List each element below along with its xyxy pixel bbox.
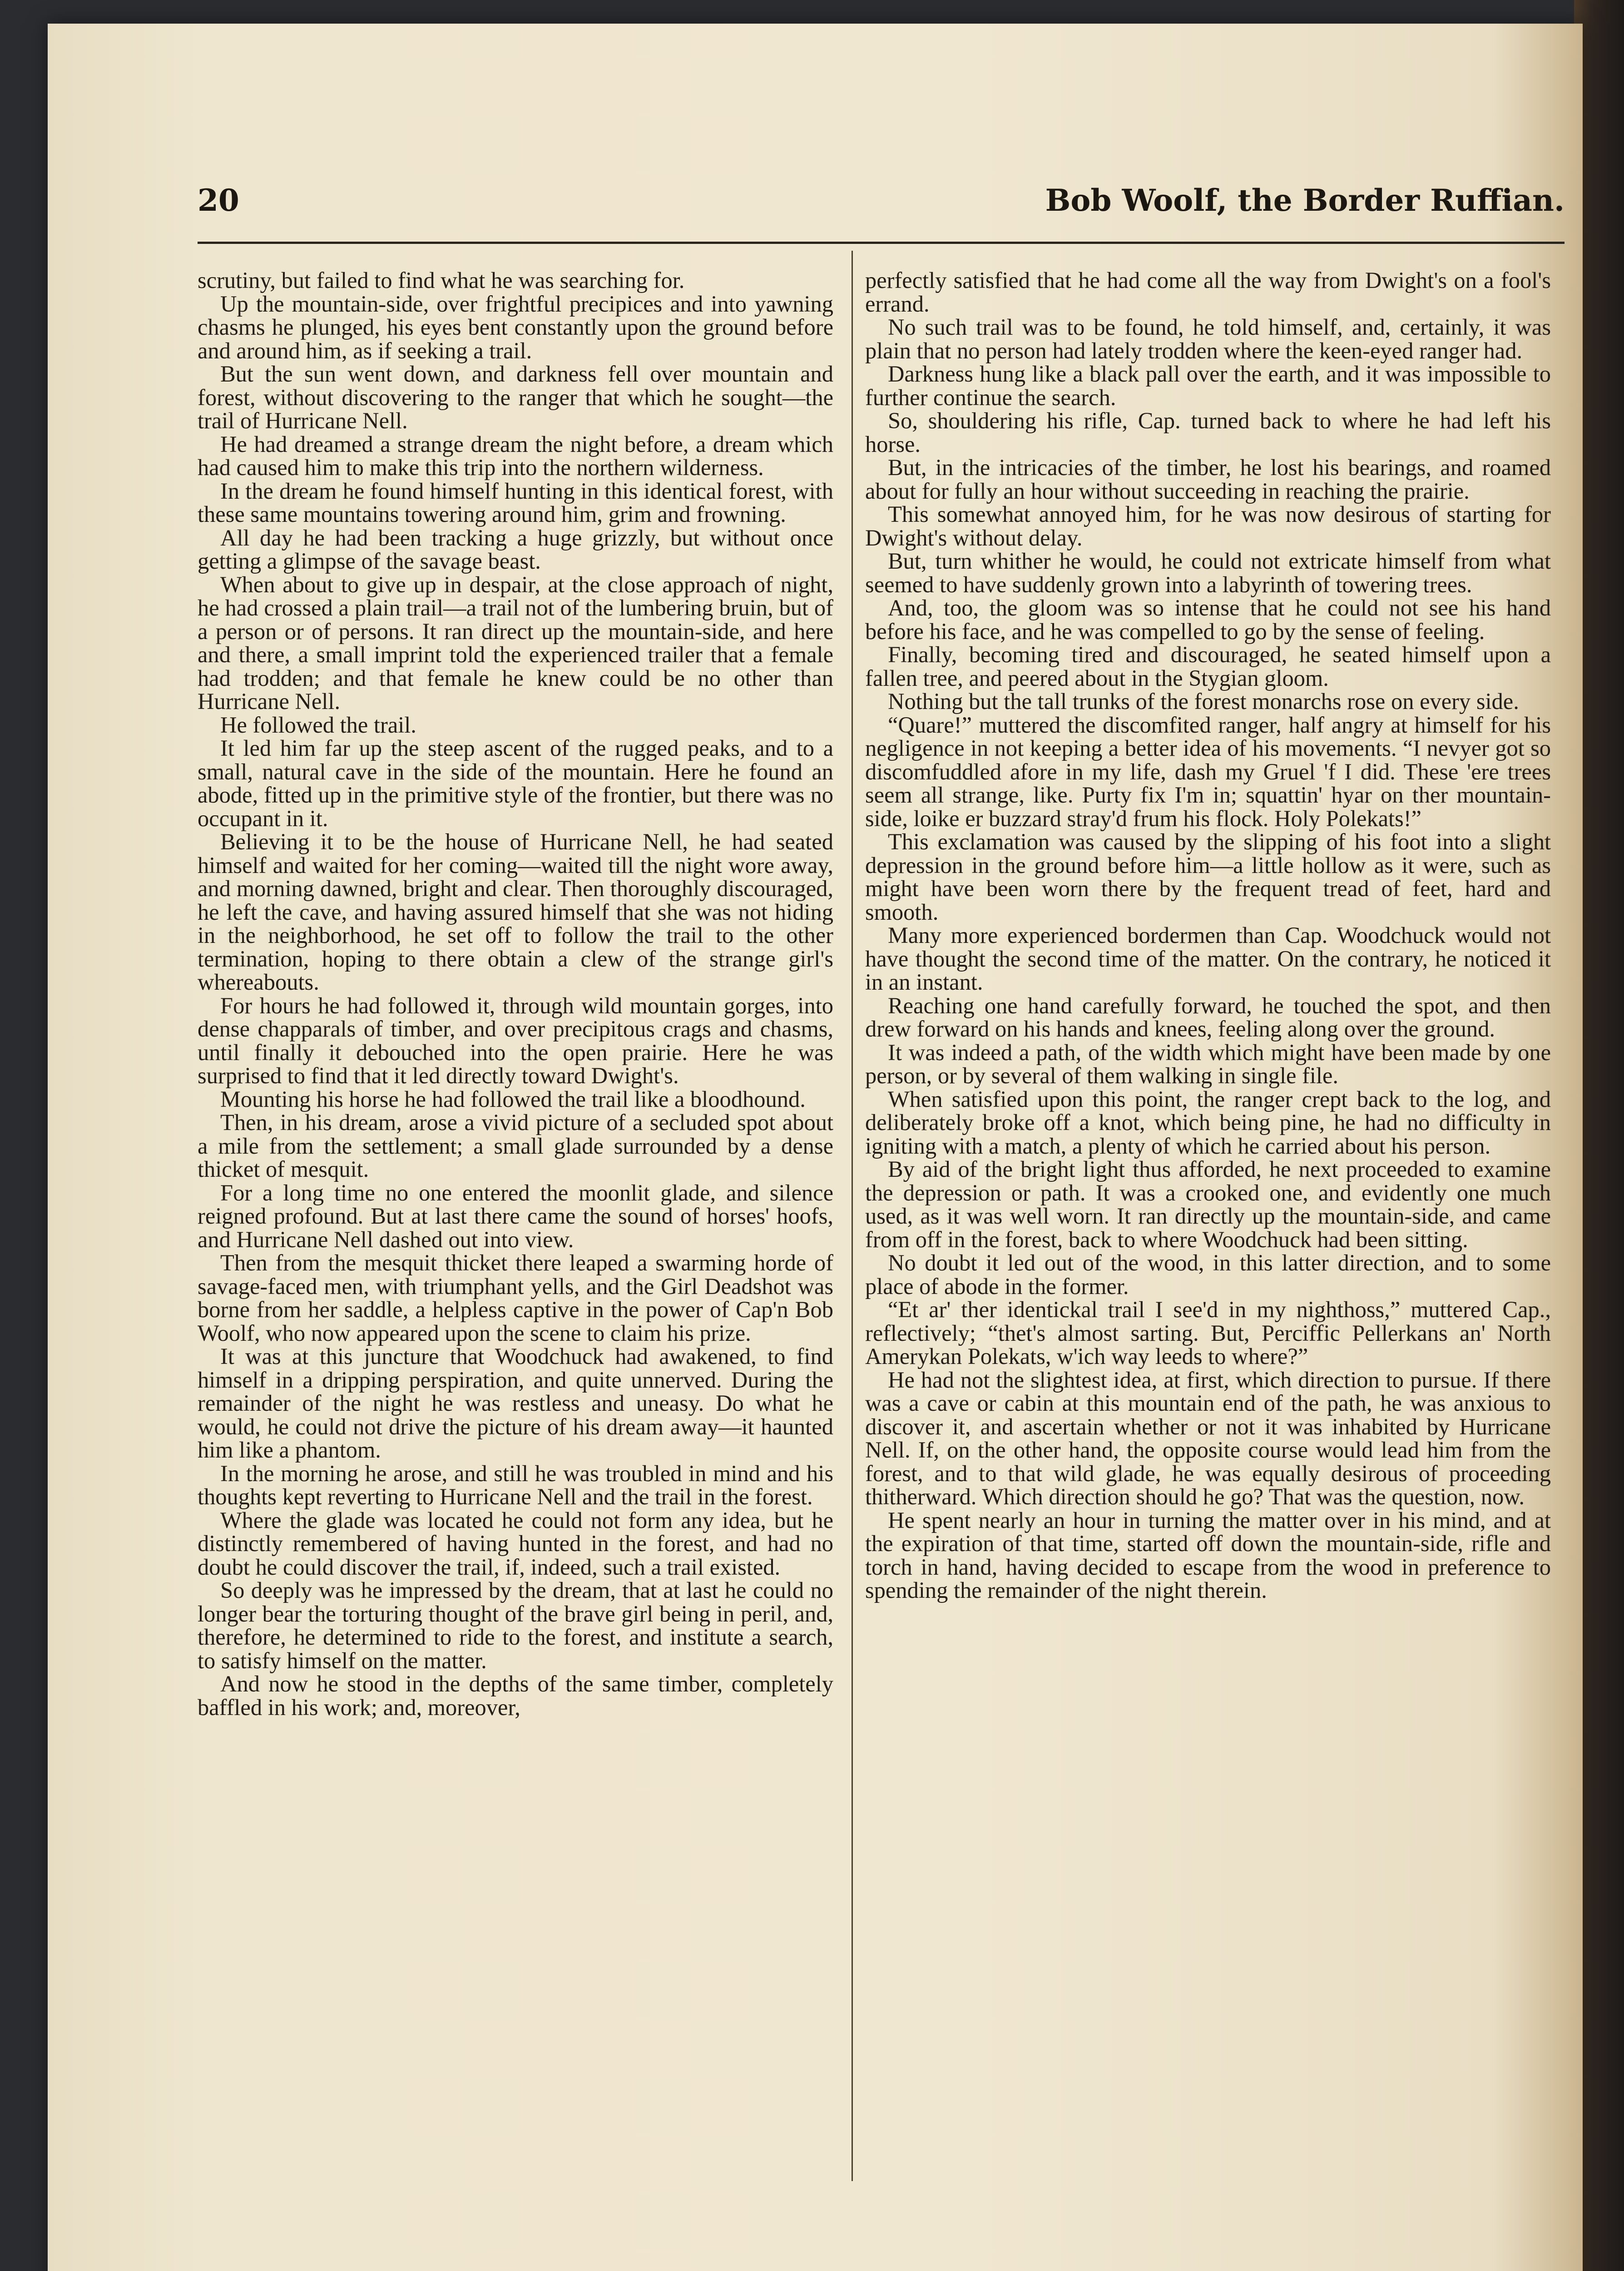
paragraph: No doubt it led out of the wood, in this latter direction, and to some place of abode in the former. bbox=[865, 1250, 1551, 1299]
paragraph: For hours he had followed it, through wild mountain gorges, into dense chapparals of timber, and over precipitous crags and chasms, until finally it debouched into the open prairie. Here he was surprised to find that it led directly toward Dwight's. bbox=[198, 992, 833, 1088]
paragraph: And now he stood in the depths of the same timber, completely baffled in his work; and, moreover, bbox=[198, 1671, 833, 1720]
paragraph: He spent nearly an hour in turning the matter over in his mind, and at the expiration of that time, started off down the mountain-side, rifle and torch in hand, having decided to escape from the wood in preference to spending the remainder of the night therein. bbox=[865, 1507, 1551, 1603]
paragraph: He followed the trail. bbox=[220, 712, 416, 738]
paragraph: Many more experienced bordermen than Cap. Woodchuck would not have thought the second time of the matter. On the contrary, he noticed it in an instant. bbox=[865, 922, 1551, 995]
page-header bbox=[198, 183, 1565, 223]
page-number: 20 bbox=[198, 183, 239, 218]
paragraph: Up the mountain-side, over frightful precipices and into yawning chasms he plunged, his eyes bent constantly upon the ground before and around him, as if seeking a trail. bbox=[198, 291, 833, 363]
paragraph: This exclamation was caused by the slipping of his foot into a slight depression in the ground before him—a little hollow as it were, such as might have been worn there by the frequent tread of feet, hard and smooth. bbox=[865, 829, 1551, 925]
paragraph: Nothing but the tall trunks of the forest monarchs rose on every side. bbox=[888, 689, 1519, 714]
paragraph: So, shouldering his rifle, Cap. turned back to where he had left his horse. bbox=[865, 408, 1551, 457]
paragraph: “Quare!” muttered the discomfited ranger, half angry at himself for his negligence in not keeping a better idea of his movements. “I nevyer got so discomfuddled afore in my life, dash my Gruel 'f I did. These 'ere trees seem all strange, like. Purty fix I'm in; squattin' hyar on ther mountain-side, loike er buzzard stray'd frum his flock. Holy Polekats!” bbox=[865, 712, 1551, 831]
paragraph: But, in the intricacies of the timber, he lost his bearings, and roamed about for fully an hour without succeeding in reaching the prairie. bbox=[865, 455, 1551, 504]
paragraph: So deeply was he impressed by the dream, that at last he could no longer bear the torturing thought of the brave girl being in peril, and, therefore, he determined to ride to the forest, and institute a search, to satisfy himself on the matter. bbox=[198, 1577, 833, 1673]
paragraph: Believing it to be the house of Hurricane Nell, he had seated himself and waited for her coming—waited till the night wore away, and morning dawned, bright and clear. Then thoroughly discouraged, he left the cave, and having assured himself that she was not hiding in the neighborhood, he set off to follow the trail to the other termination, hoping to there obtain a clew of the strange girl's whereabouts. bbox=[198, 829, 833, 995]
paragraph: scrutiny, but failed to find what he was searching for. bbox=[198, 269, 685, 293]
paragraph: It led him far up the steep ascent of the rugged peaks, and to a small, natural cave in the side of the mountain. Here he found an abode, fitted up in the primitive style of the frontier, but there was no occupant in it. bbox=[198, 735, 833, 831]
paragraph: He had not the slightest idea, at first, which direction to pursue. If there was a cave or cabin at this mountain end of the path, he was anxious to discover it, and ascertain whether or not it was inhabited by Hurricane Nell. If, on the other hand, the opposite course would lead him from the forest, and to that wild glade, he was equally desirous of proceeding thitherward. Which direction should he go? That was the question, now. bbox=[865, 1367, 1551, 1509]
paragraph: No such trail was to be found, he told himself, and, certainly, it was plain that no person had lately trodden where the keen-eyed ranger had. bbox=[865, 314, 1551, 363]
paragraph: Mounting his horse he had followed the trail like a bloodhound. bbox=[220, 1086, 806, 1112]
paragraph: This somewhat annoyed him, for he was now desirous of starting for Dwight's without delay. bbox=[865, 501, 1551, 550]
paragraph: “Et ar' ther identickal trail I see'd in my nighthoss,” muttered Cap., reflectively; “thet's almost sarting. But, Perciffic Pellerkans an' North Amerykan Polekats, w'ich way leeds to where?” bbox=[865, 1297, 1551, 1369]
paragraph: But, turn whither he would, he could not extricate himself from what seemed to have suddenly grown into a labyrinth of towering trees. bbox=[865, 548, 1551, 597]
column-divider bbox=[852, 251, 853, 2181]
paragraph: When satisfied upon this point, the ranger crept back to the log, and deliberately broke off a knot, which being pine, he had no difficulty in igniting with a match, a plenty of which he carried about his person. bbox=[865, 1086, 1551, 1159]
paragraph: It was indeed a path, of the width which might have been made by one person, or by several of them walking in single file. bbox=[865, 1039, 1551, 1088]
paragraph: perfectly satisfied that he had come all the way from Dwight's on a fool's errand. bbox=[865, 269, 1551, 317]
paragraph: Then from the mesquit thicket there leaped a swarming horde of savage-faced men, with triumphant yells, and the Girl Deadshot was borne from her saddle, a helpless captive in the power of Cap'n Bob Woolf, who now appeared upon the scene to claim his prize. bbox=[198, 1250, 833, 1346]
paragraph: When about to give up in despair, at the close approach of night, he had crossed a plain trail—a trail not of the lumbering bruin, but of a person or of persons. It ran direct up the mountain-side, and here and there, a small imprint told the experienced trailer that a female had trodden; and that female he knew could be no other than Hurricane Nell. bbox=[198, 571, 833, 714]
left-column bbox=[198, 269, 833, 2177]
paragraph: Darkness hung like a black pall over the earth, and it was impossible to further continue the search. bbox=[865, 361, 1551, 410]
paragraph: It was at this juncture that Woodchuck had awakened, to find himself in a dripping perspiration, and quite unnerved. During the remainder of the night he was restless and uneasy. Do what he would, he could not drive the picture of his dream away—it haunted him like a phantom. bbox=[198, 1344, 833, 1463]
paragraph: Where the glade was located he could not form any idea, but he distinctly remembered of having hunted in the forest, and had no doubt he could discover the trail, if, indeed, such a trail existed. bbox=[198, 1507, 833, 1580]
header-rule bbox=[198, 242, 1565, 244]
paragraph: In the morning he arose, and still he was troubled in mind and his thoughts kept reverting to Hurricane Nell and the trail in the forest. bbox=[198, 1460, 833, 1509]
paragraph: Reaching one hand carefully forward, he touched the spot, and then drew forward on his hands and knees, feeling along over the ground. bbox=[865, 992, 1551, 1041]
paragraph: By aid of the bright light thus afforded, he next proceeded to examine the depression or path. It was a crooked one, and evidently one much used, as it was well worn. It ran directly up the mountain-side, and came from off in the forest, back to where Woodchuck had been sitting. bbox=[865, 1156, 1551, 1252]
book-page bbox=[48, 24, 1583, 2271]
paragraph: In the dream he found himself hunting in this identical forest, with these same mountains towering around him, grim and frowning. bbox=[198, 478, 833, 527]
paragraph: He had dreamed a strange dream the night before, a dream which had caused him to make this trip into the northern wilderness. bbox=[198, 431, 833, 480]
right-column bbox=[865, 269, 1551, 2177]
paragraph: Finally, becoming tired and discouraged, he seated himself upon a fallen tree, and peered about in the Stygian gloom. bbox=[865, 642, 1551, 691]
paragraph: All day he had been tracking a huge grizzly, but without once getting a glimpse of the savage beast. bbox=[198, 525, 833, 574]
paragraph: And, too, the gloom was so intense that he could not see his hand before his face, and he was compelled to go by the sense of feeling. bbox=[865, 595, 1551, 644]
paragraph: But the sun went down, and darkness fell over mountain and forest, without discovering to the ranger that which he sought—the trail of Hurricane Nell. bbox=[198, 361, 833, 433]
running-title: Bob Woolf, the Border Ruffian. bbox=[1045, 183, 1565, 218]
paragraph: Then, in his dream, arose a vivid picture of a secluded spot about a mile from the settlement; a small glade surrounded by a dense thicket of mesquit. bbox=[198, 1110, 833, 1182]
paragraph: For a long time no one entered the moonlit glade, and silence reigned profound. But at last there came the sound of horses' hoofs, and Hurricane Nell dashed out into view. bbox=[198, 1180, 833, 1252]
